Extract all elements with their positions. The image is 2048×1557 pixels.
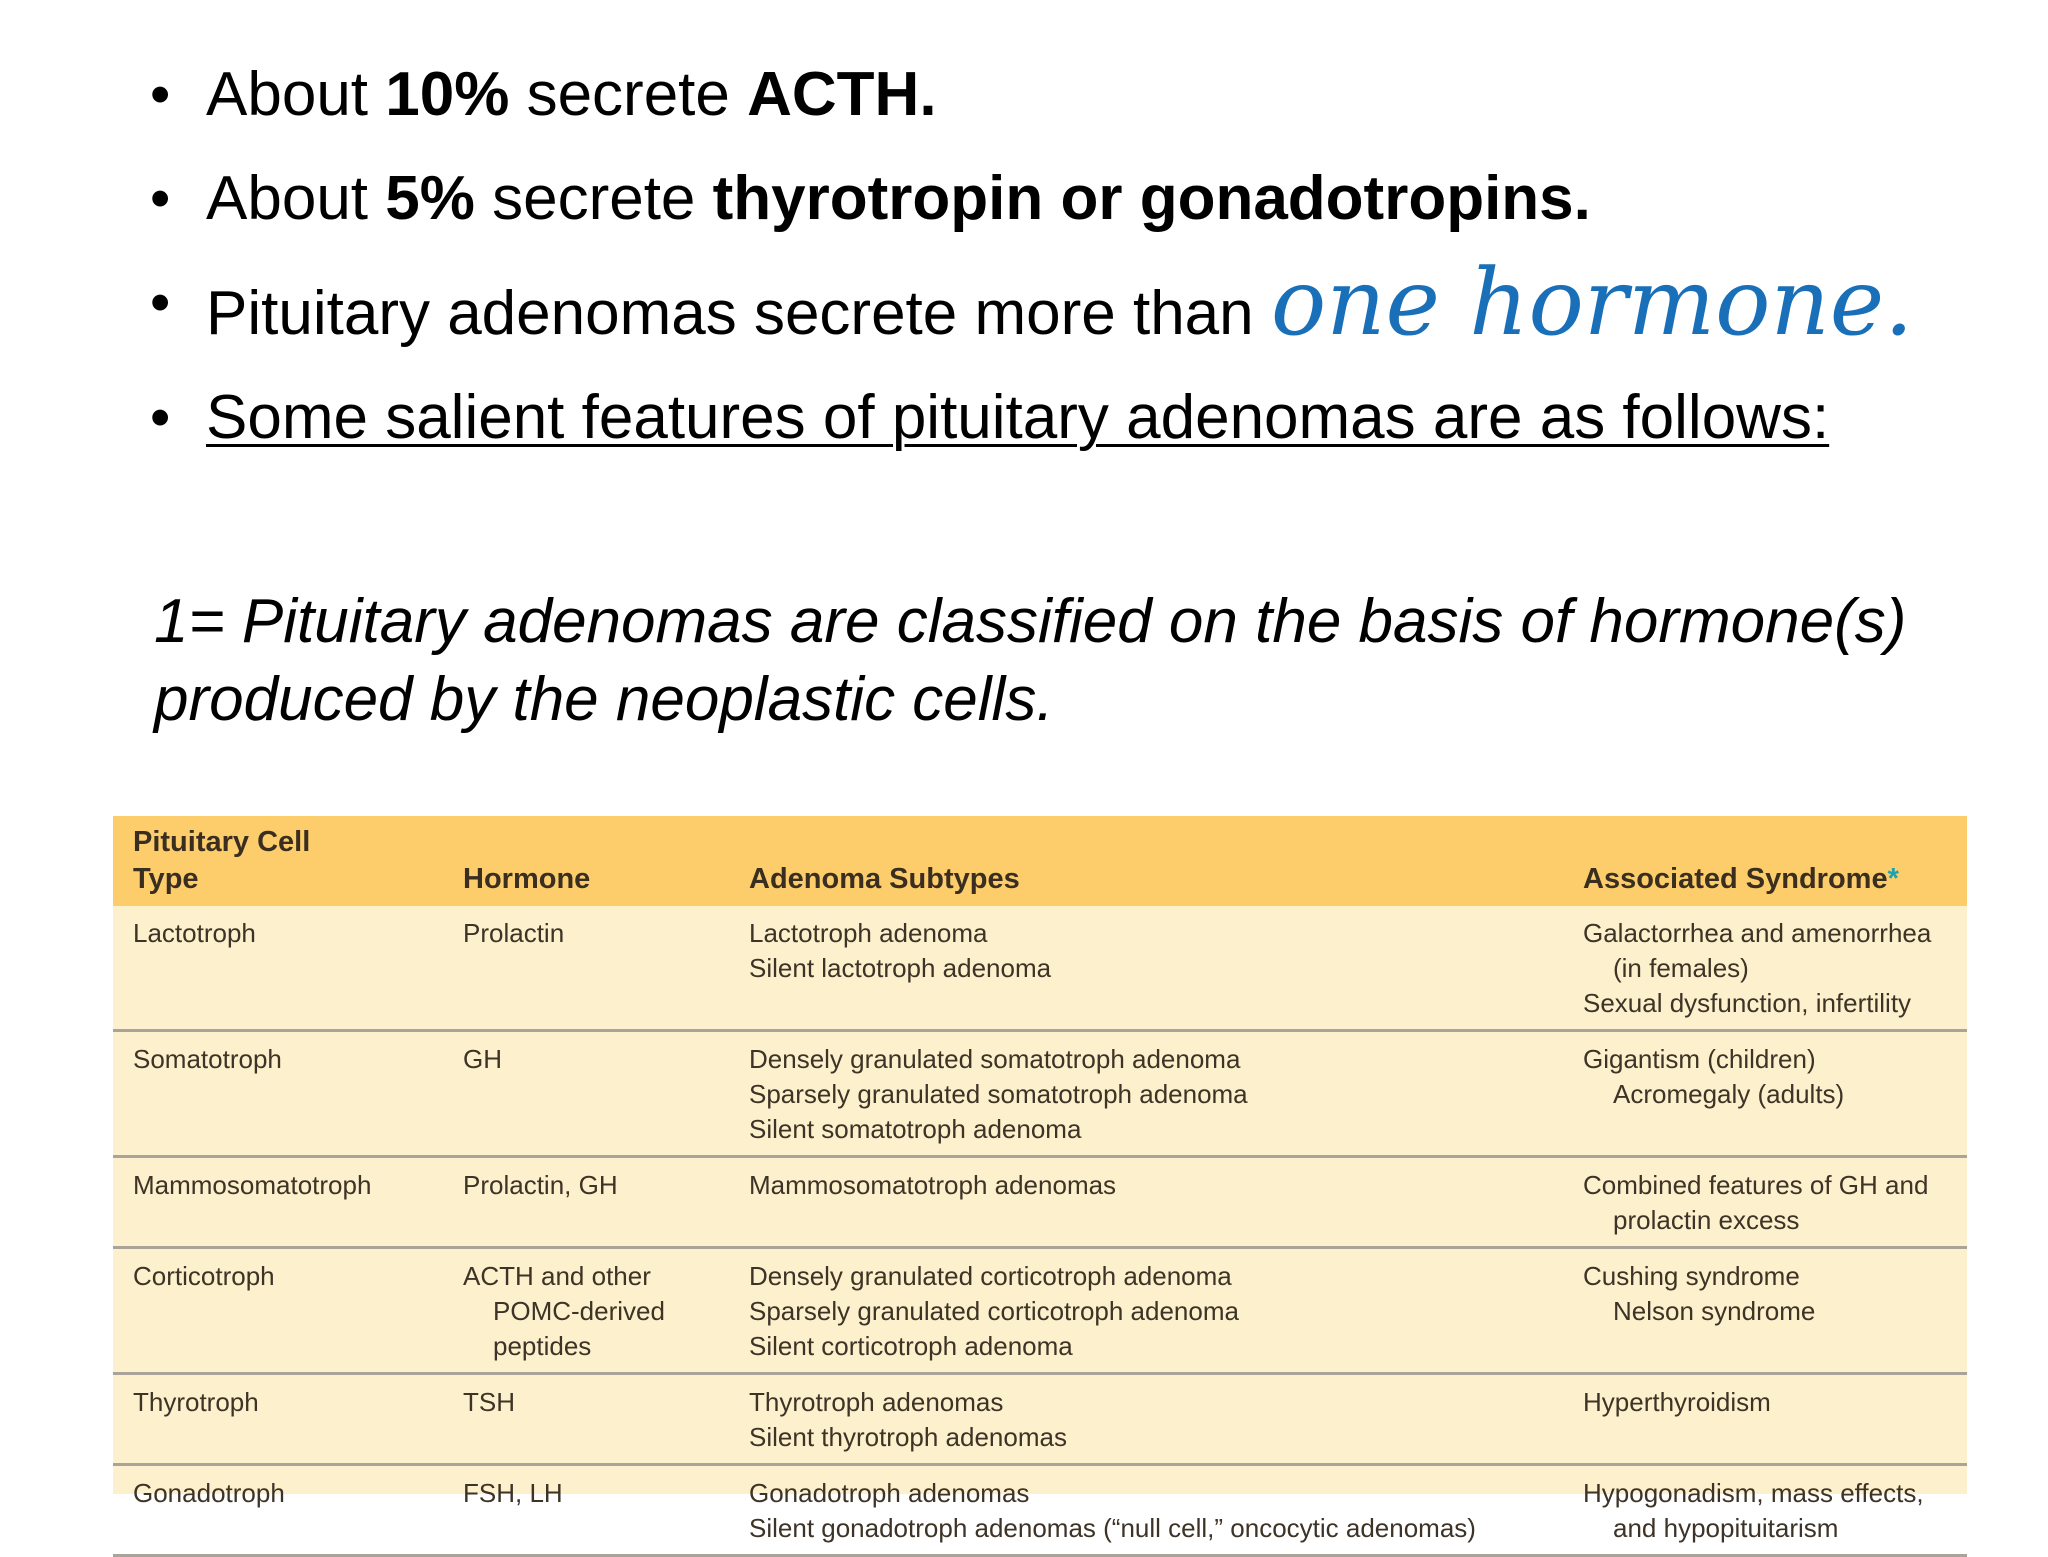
cell-line: Gigantism (children) <box>1583 1044 1816 1074</box>
bullet-text: About <box>206 164 386 233</box>
table-row <box>113 1248 1967 1374</box>
table-row <box>113 1465 1967 1556</box>
cell-line: Prolactin <box>463 918 565 948</box>
bullet-underlined-text: Some salient features of pituitary adenomas are as follows: <box>206 383 1830 452</box>
cell-type-cell <box>113 1157 443 1248</box>
cell-line: Galactorrhea and amenorrhea <box>1583 918 1932 948</box>
cell-line: Densely granulated corticotroph adenoma <box>749 1261 1232 1291</box>
cell-line: Sparsely granulated corticotroph adenoma <box>749 1296 1239 1326</box>
bullet-text: About <box>206 60 386 129</box>
bullet-bold: ACTH. <box>747 60 937 129</box>
header-hormone: Hormone <box>443 816 729 906</box>
bullet-text: Pituitary adenomas secrete more than <box>206 279 1271 348</box>
syndrome-cell <box>1563 1031 1967 1157</box>
hormone-cell <box>443 1031 729 1157</box>
table-row <box>113 1031 1967 1157</box>
subtypes-cell <box>729 1465 1563 1556</box>
cell-line: Thyrotroph adenomas <box>749 1387 1004 1417</box>
cell-type-cell <box>113 906 443 1031</box>
cell-line: Sexual dysfunction, infertility <box>1583 988 1912 1018</box>
cell-line: Gonadotroph adenomas <box>749 1478 1030 1508</box>
cell-line: Lactotroph <box>133 918 256 948</box>
syndrome-cell <box>1563 906 1967 1031</box>
table-row <box>113 1157 1967 1248</box>
cell-line: Densely granulated somatotroph adenoma <box>749 1044 1241 1074</box>
header-syndrome-label: Associated Syndrome <box>1583 863 1888 895</box>
cell-line: (in females) <box>1613 953 1749 983</box>
subtypes-cell <box>729 1374 1563 1465</box>
bullet-salient-features <box>150 379 2010 457</box>
cell-type-cell <box>113 1374 443 1465</box>
header-syndrome <box>1563 816 1967 906</box>
bullet-bold: 10% <box>385 60 510 129</box>
cell-line: Cushing syndrome <box>1583 1261 1800 1291</box>
cell-line: Corticotroph <box>133 1261 275 1291</box>
highlight-text: one hormone. <box>1270 249 1914 356</box>
cell-line: Silent lactotroph adenoma <box>749 953 1052 983</box>
syndrome-cell <box>1563 1374 1967 1465</box>
adenoma-table-image <box>113 816 1967 1543</box>
cell-line: Silent corticotroph adenoma <box>749 1331 1073 1361</box>
hormone-cell <box>443 906 729 1031</box>
table-row <box>113 906 1967 1031</box>
table-row <box>113 1374 1967 1465</box>
classification-paragraph: 1= Pituitary adenomas are classified on the basis of hormone(s) produced by the neoplastic cells. <box>154 587 1907 734</box>
cell-type-cell <box>113 1465 443 1556</box>
cell-type-cell <box>113 1031 443 1157</box>
header-cell-type: Pituitary Cell Type <box>113 816 443 906</box>
cell-line: Hypogonadism, mass effects, <box>1583 1478 1924 1508</box>
table-header-row <box>113 816 1967 906</box>
hormone-cell <box>443 1157 729 1248</box>
cell-line: Prolactin, GH <box>463 1170 618 1200</box>
bullet-dot: • <box>150 270 171 335</box>
bullet-dot: • <box>150 385 171 450</box>
subtypes-cell <box>729 1157 1563 1248</box>
bullet-dot: • <box>150 62 171 127</box>
cell-line: Somatotroph <box>133 1044 282 1074</box>
cell-line: ACTH and other <box>463 1261 651 1291</box>
syndrome-cell <box>1563 1157 1967 1248</box>
cell-line: POMC-derived <box>493 1296 665 1326</box>
cell-line: Sparsely granulated somatotroph adenoma <box>749 1079 1248 1109</box>
bullet-multi-hormone <box>150 249 2010 356</box>
hormone-cell <box>443 1248 729 1374</box>
syndrome-cell <box>1563 1248 1967 1374</box>
cell-line: Silent thyrotroph adenomas <box>749 1422 1067 1452</box>
cell-line: Lactotroph adenoma <box>749 918 988 948</box>
cell-line: peptides <box>493 1331 592 1361</box>
bullet-text: secrete <box>509 60 748 129</box>
hormone-cell <box>443 1465 729 1556</box>
header-subtypes: Adenoma Subtypes <box>729 816 1563 906</box>
syndrome-cell <box>1563 1465 1967 1556</box>
cell-line: FSH, LH <box>463 1478 563 1508</box>
cell-line: Acromegaly (adults) <box>1613 1079 1845 1109</box>
cell-line: GH <box>463 1044 502 1074</box>
bullet-bold: thyrotropin or gonadotropins. <box>712 164 1591 233</box>
cell-line: Mammosomatotroph <box>133 1170 372 1200</box>
subtypes-cell <box>729 1031 1563 1157</box>
bullet-bold: 5% <box>385 164 475 233</box>
bullet-acth <box>150 56 2010 134</box>
cell-line: Gonadotroph <box>133 1478 285 1508</box>
subtypes-cell <box>729 906 1563 1031</box>
cell-line: and hypopituitarism <box>1613 1513 1839 1543</box>
cell-line: Thyrotroph <box>133 1387 259 1417</box>
cell-line: Silent gonadotroph adenomas (“null cell,” oncocytic adenomas) <box>749 1513 1476 1543</box>
cell-line: Silent somatotroph adenoma <box>749 1114 1082 1144</box>
cell-line: Mammosomatotroph adenomas <box>749 1170 1117 1200</box>
bullet-dot: • <box>150 166 171 231</box>
cell-line: Hyperthyroidism <box>1583 1387 1771 1417</box>
bullet-list <box>150 56 2010 483</box>
cell-line: prolactin excess <box>1613 1205 1800 1235</box>
bullet-text: secrete <box>474 164 713 233</box>
cell-line: Combined features of GH and <box>1583 1170 1929 1200</box>
cell-type-cell <box>113 1248 443 1374</box>
cell-line: Nelson syndrome <box>1613 1296 1816 1326</box>
cell-line: TSH <box>463 1387 515 1417</box>
hormone-cell <box>443 1374 729 1465</box>
subtypes-cell <box>729 1248 1563 1374</box>
bullet-thyrotropin <box>150 160 2010 238</box>
footnote-star: * <box>1887 863 1899 895</box>
adenoma-table <box>113 816 1967 1557</box>
